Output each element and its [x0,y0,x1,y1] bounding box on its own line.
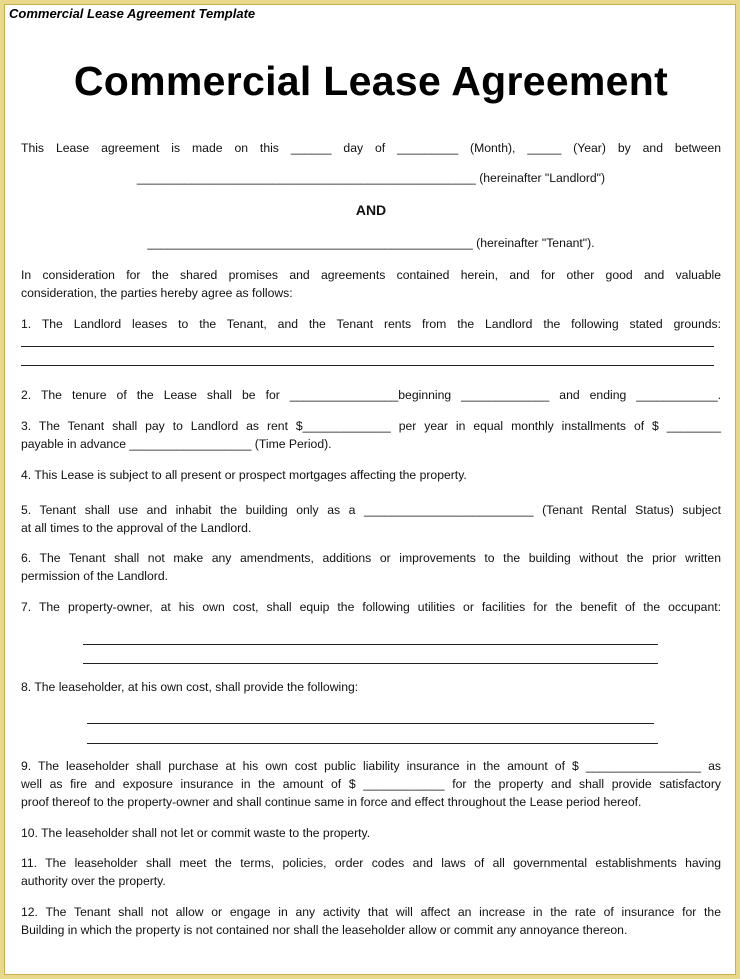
clause-6-line-1: 6. The Tenant shall not make any amendments, additions or improvements to the building without the prior written [21,551,721,565]
clause-1: 1. The Landlord leases to the Tenant, and the Tenant rents from the Landlord the following stated grounds: [21,317,721,331]
document-title: Commercial Lease Agreement [73,58,669,104]
clause-7: 7. The property-owner, at his own cost, shall equip the following utilities or facilities for the benefit of the occupant: [21,600,721,614]
consideration-line-2: consideration, the parties hereby agree as follows: [21,286,293,300]
clause-4: 4. This Lease is subject to all present or prospect mortgages affecting the property. [21,468,467,482]
blank-line [87,723,654,724]
clause-6-line-2: permission of the Landlord. [21,569,169,583]
clause-9-line-1: 9. The leaseholder shall purchase at his own cost public liability insurance in the amount of $ _________________ as [21,759,721,773]
clause-5-line-2: at all times to the approval of the Landlord. [21,521,252,535]
clause-5 [21,501,721,537]
clause-3 [21,417,721,453]
clause-9 [21,757,721,811]
blank-line [21,365,714,366]
and-heading: AND [355,202,387,218]
clause-5-line-1: 5. Tenant shall use and inhabit the building only as a _________________________ (Tenant Rental Status) subject [21,503,721,517]
blank-line [83,644,658,645]
document-page [4,4,736,975]
clause-3-line-2: payable in advance __________________ (Time Period). [21,437,332,451]
landlord-line: __________________________________________________ (hereinafter "Landlord") [136,171,606,185]
blank-line [87,743,658,744]
intro-line: This Lease agreement is made on this ______ day of _________ (Month), _____ (Year) by and between [21,141,721,155]
clause-3-line-1: 3. The Tenant shall pay to Landlord as rent $_____________ per year in equal monthly installments of $ ________ [21,419,721,433]
clause-11-line-2: authority over the property. [21,874,166,888]
template-label: Commercial Lease Agreement Template [9,6,256,21]
clause-12-line-1: 12. The Tenant shall not allow or engage in any activity that will affect an increase in the rate of insurance for the [21,905,721,919]
clause-10: 10. The leaseholder shall not let or commit waste to the property. [21,826,371,840]
clause-12 [21,903,721,939]
clause-2: 2. The tenure of the Lease shall be for ________________beginning _____________ and ending ____________. [21,388,721,402]
consideration-paragraph [21,266,721,302]
clause-6 [21,549,721,585]
clause-11-line-1: 11. The leaseholder shall meet the terms, policies, order codes and laws of all governmental establishments having [21,856,721,870]
clause-9-line-2: well as fire and exposure insurance in the amount of $ ____________ for the property and shall provide satisfactory [21,777,721,791]
clause-11 [21,854,721,890]
clause-9-line-3: proof thereof to the property-owner and shall continue same in force and effect throughout the Lease period hereof. [21,795,642,809]
tenant-line: ________________________________________________ (hereinafter "Tenant"). [147,236,595,250]
blank-line [83,663,658,664]
clause-8: 8. The leaseholder, at his own cost, shall provide the following: [21,680,359,694]
clause-12-line-2: Building in which the property is not contained nor shall the leaseholder allow or commit any annoyance thereon. [21,923,628,937]
blank-line [21,346,714,347]
consideration-line-1: In consideration for the shared promises and agreements contained herein, and for other good and valuable [21,268,721,282]
